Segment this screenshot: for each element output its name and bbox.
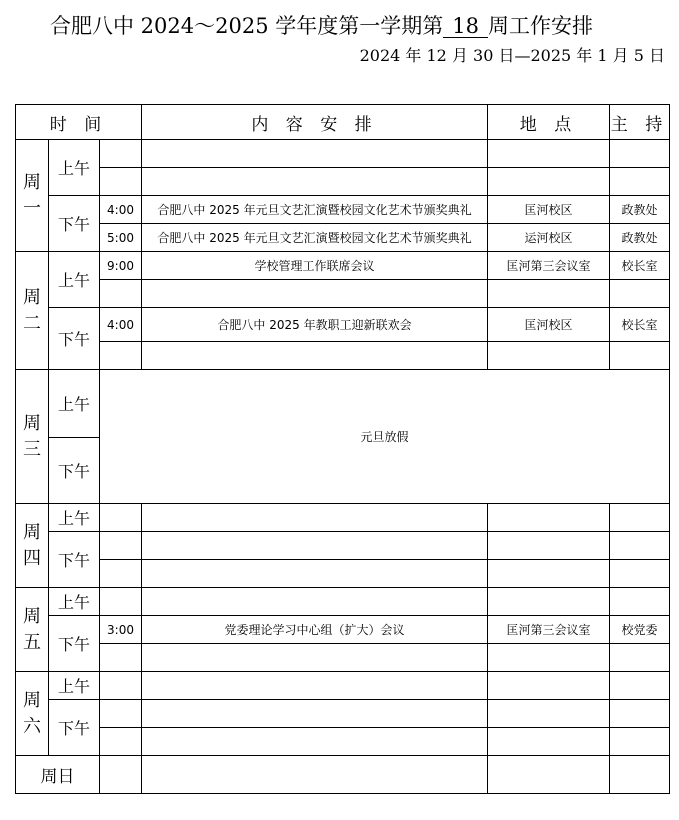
location-cell: 匡河校区 <box>488 308 610 342</box>
host-cell <box>610 342 670 370</box>
table-row <box>16 644 670 672</box>
time-cell <box>100 168 142 196</box>
location-cell <box>488 644 610 672</box>
time-cell <box>100 532 142 560</box>
time-cell: 4:00 <box>100 308 142 342</box>
content-cell <box>142 140 488 168</box>
location-cell <box>488 504 610 532</box>
header-row <box>16 105 670 140</box>
location-cell: 匡河第三会议室 <box>488 252 610 280</box>
table-row <box>16 588 670 616</box>
location-cell <box>488 280 610 308</box>
table-row <box>16 252 670 280</box>
content-cell <box>142 342 488 370</box>
header-time: 时 间 <box>16 105 142 140</box>
content-cell: 合肥八中 2025 年元旦文艺汇演暨校园文化艺术节颁奖典礼 <box>142 196 488 224</box>
host-cell: 校长室 <box>610 308 670 342</box>
host-cell: 政教处 <box>610 196 670 224</box>
header-location: 地 点 <box>488 105 610 140</box>
pm-label: 下午 <box>49 532 100 588</box>
content-cell <box>142 644 488 672</box>
location-cell <box>488 700 610 728</box>
day-label-sat: 周 六 <box>16 672 49 756</box>
location-cell <box>488 560 610 588</box>
time-cell: 3:00 <box>100 616 142 644</box>
pm-label: 下午 <box>49 438 100 504</box>
day-label-mon: 周 一 <box>16 140 49 252</box>
am-label: 上午 <box>49 252 100 308</box>
table-row <box>16 196 670 224</box>
location-cell <box>488 588 610 616</box>
table-row <box>16 140 670 168</box>
host-cell <box>610 756 670 794</box>
host-cell <box>610 280 670 308</box>
table-row <box>16 504 670 532</box>
header-host: 主 持 <box>610 105 670 140</box>
location-cell <box>488 342 610 370</box>
host-cell <box>610 532 670 560</box>
time-cell <box>100 728 142 756</box>
table-row <box>16 560 670 588</box>
schedule-table <box>15 104 670 794</box>
table-row <box>16 308 670 342</box>
content-cell <box>142 560 488 588</box>
am-label: 上午 <box>49 140 100 196</box>
host-cell: 校党委 <box>610 616 670 644</box>
pm-label: 下午 <box>49 308 100 370</box>
time-cell <box>100 504 142 532</box>
host-cell <box>610 504 670 532</box>
content-cell <box>142 504 488 532</box>
time-cell <box>100 140 142 168</box>
day-label-sun: 周日 <box>16 756 100 794</box>
table-row <box>16 224 670 252</box>
pm-label: 下午 <box>49 616 100 672</box>
pm-label: 下午 <box>49 196 100 252</box>
host-cell <box>610 588 670 616</box>
location-cell <box>488 728 610 756</box>
time-cell <box>100 280 142 308</box>
content-cell: 党委理论学习中心组（扩大）会议 <box>142 616 488 644</box>
time-cell <box>100 756 142 794</box>
holiday-cell: 元旦放假 <box>100 370 670 504</box>
time-cell <box>100 588 142 616</box>
day-label-tue: 周 二 <box>16 252 49 370</box>
time-cell: 4:00 <box>100 196 142 224</box>
date-range: 2024 年 12 月 30 日—2025 年 1 月 5 日 <box>359 46 665 65</box>
am-label: 上午 <box>49 370 100 438</box>
table-row <box>16 672 670 700</box>
content-cell: 合肥八中 2025 年教职工迎新联欢会 <box>142 308 488 342</box>
content-cell <box>142 168 488 196</box>
pm-label: 下午 <box>49 700 100 756</box>
day-label-wed: 周 三 <box>16 370 49 504</box>
host-cell <box>610 140 670 168</box>
location-cell <box>488 168 610 196</box>
content-cell <box>142 700 488 728</box>
table-row <box>16 756 670 794</box>
am-label: 上午 <box>49 672 100 700</box>
title-prefix: 合肥八中 2024～2025 学年度第一学期第 <box>50 14 444 38</box>
am-label: 上午 <box>49 588 100 616</box>
location-cell <box>488 672 610 700</box>
location-cell: 匡河第三会议室 <box>488 616 610 644</box>
table-row <box>16 168 670 196</box>
content-cell <box>142 728 488 756</box>
table-row <box>16 700 670 728</box>
time-cell: 9:00 <box>100 252 142 280</box>
day-label-fri: 周 五 <box>16 588 49 672</box>
table-row <box>16 370 670 438</box>
time-cell: 5:00 <box>100 224 142 252</box>
table-row <box>16 616 670 644</box>
time-cell <box>100 700 142 728</box>
table-row <box>16 532 670 560</box>
location-cell: 匡河校区 <box>488 196 610 224</box>
am-label: 上午 <box>49 504 100 532</box>
table-row <box>16 280 670 308</box>
content-cell: 学校管理工作联席会议 <box>142 252 488 280</box>
time-cell <box>100 672 142 700</box>
host-cell <box>610 644 670 672</box>
location-cell <box>488 756 610 794</box>
host-cell <box>610 168 670 196</box>
location-cell <box>488 140 610 168</box>
host-cell: 校长室 <box>610 252 670 280</box>
header-content: 内 容 安 排 <box>142 105 488 140</box>
title-suffix: 周工作安排 <box>487 14 593 38</box>
host-cell: 政教处 <box>610 224 670 252</box>
host-cell <box>610 728 670 756</box>
time-cell <box>100 644 142 672</box>
location-cell <box>488 532 610 560</box>
page-title <box>50 10 593 40</box>
time-cell <box>100 560 142 588</box>
content-cell <box>142 672 488 700</box>
week-number: 18 <box>443 15 488 38</box>
location-cell: 运河校区 <box>488 224 610 252</box>
content-cell <box>142 756 488 794</box>
content-cell: 合肥八中 2025 年元旦文艺汇演暨校园文化艺术节颁奖典礼 <box>142 224 488 252</box>
content-cell <box>142 588 488 616</box>
host-cell <box>610 672 670 700</box>
table-row <box>16 342 670 370</box>
time-cell <box>100 342 142 370</box>
content-cell <box>142 280 488 308</box>
table-row <box>16 728 670 756</box>
host-cell <box>610 560 670 588</box>
host-cell <box>610 700 670 728</box>
content-cell <box>142 532 488 560</box>
day-label-thu: 周 四 <box>16 504 49 588</box>
